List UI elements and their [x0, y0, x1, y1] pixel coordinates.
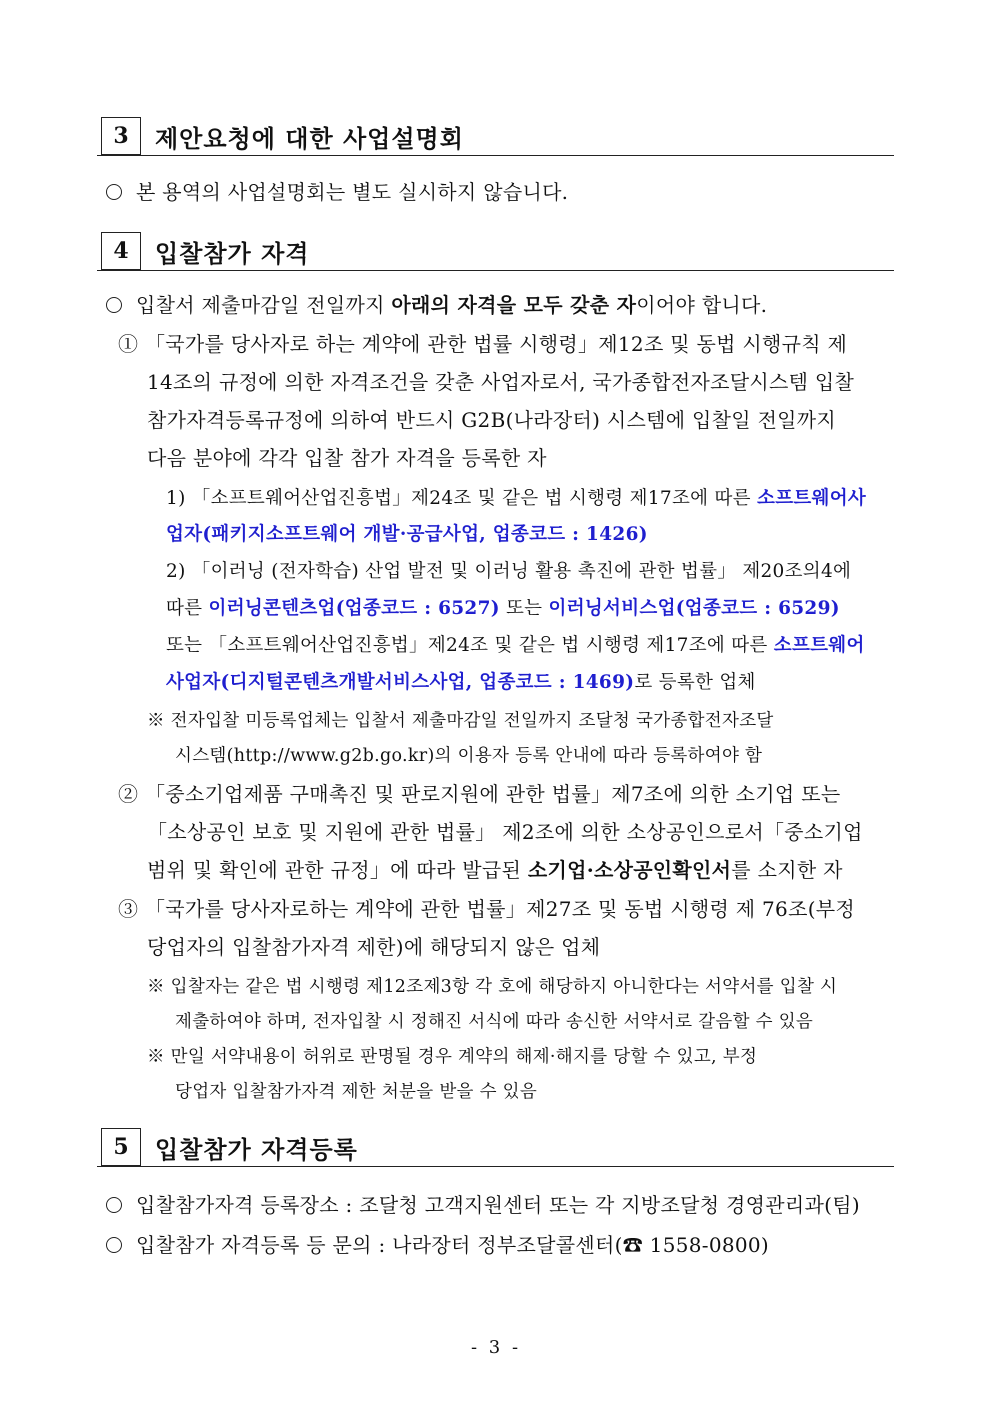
sub-item-1-line-2: 업자(패키지소프트웨어 개발·공급사업, 업종코드 : 1426) [166, 524, 648, 545]
item-2-line-3: 범위 및 확인에 관한 규정」에 따라 발급된 소기업·소상공인확인서를 소지한 자 [147, 858, 843, 882]
bullet-line: 입찰서 제출마감일 전일까지 아래의 자격을 모두 갖춘 자이어야 합니다. [106, 289, 767, 318]
circle-bullet-icon [106, 297, 122, 313]
section-4-header [97, 232, 894, 271]
note-3-line-1: ※ 만일 서약내용이 허위로 판명될 경우 계약의 해제·해지를 당할 수 있고, 부정 [147, 1047, 758, 1067]
page-number: - 3 - [470, 1337, 522, 1358]
item-3-line-2: 당업자의 입찰참가자격 제한)에 해당되지 않은 업체 [147, 935, 601, 959]
item-2-line-1: ② 「중소기업제품 구매촉진 및 판로지원에 관한 법률」제7조에 의한 소기업 또는 [118, 782, 841, 806]
item-1-line-4: 다음 분야에 각각 입찰 참가 자격을 등록한 자 [147, 446, 547, 470]
section-3-header [97, 117, 894, 156]
section-title: 입찰참가 자격 [155, 239, 310, 268]
section-number: 3 [101, 117, 141, 155]
item-2-line-2: 「소상공인 보호 및 지원에 관한 법률」 제2조에 의한 소상공인으로서「중소기업 [147, 820, 863, 844]
sub-item-2-line-2: 따른 이러닝콘텐츠업(업종코드 : 6527) 또는 이러닝서비스업(업종코드 : 6529) [166, 598, 840, 619]
sub-item-2-line-4: 사업자(디지털콘텐츠개발서비스사업, 업종코드 : 1469)로 등록한 업체 [166, 672, 756, 693]
sub-item-2-line-1: 2) 「이러닝 (전자학습) 산업 발전 및 이러닝 활용 촉진에 관한 법률」 제20조의4에 [166, 561, 852, 582]
section-title: 입찰참가 자격등록 [155, 1135, 358, 1164]
bullet-line: 입찰참가자격 등록장소 : 조달청 고객지원센터 또는 각 지방조달청 경영관리과(팀) [106, 1189, 860, 1218]
item-1-line-1: ① 「국가를 당사자로 하는 계약에 관한 법률 시행령」제12조 및 동법 시행규칙 제 [118, 332, 848, 356]
bullet-line: 본 용역의 사업설명회는 별도 실시하지 않습니다. [106, 176, 568, 205]
circle-bullet-icon [106, 184, 122, 200]
section-title: 제안요청에 대한 사업설명회 [155, 124, 464, 153]
item-1-line-2: 14조의 규정에 의한 자격조건을 갖춘 사업자로서, 국가종합전자조달시스템 입찰 [147, 370, 855, 394]
circle-bullet-icon [106, 1197, 122, 1213]
circle-bullet-icon [106, 1237, 122, 1253]
note-3-line-2: 당업자 입찰참가자격 제한 처분을 받을 수 있음 [175, 1082, 538, 1102]
note-1-line-2: 시스템(http://www.g2b.go.kr)의 이용자 등록 안내에 따라 등록하여야 함 [175, 746, 763, 766]
item-3-line-1: ③ 「국가를 당사자로하는 계약에 관한 법률」제27조 및 동법 시행령 제 76조(부정 [118, 897, 856, 921]
note-1-line-1: ※ 전자입찰 미등록업체는 입찰서 제출마감일 전일까지 조달청 국가종합전자조달 [147, 711, 774, 731]
bullet-line: 입찰참가 자격등록 등 문의 : 나라장터 정부조달콜센터(☎ 1558-0800) [106, 1229, 769, 1258]
sub-item-2-line-3: 또는 「소프트웨어산업진흥법」제24조 및 같은 법 시행령 제17조에 따른 소프트웨어 [166, 635, 865, 656]
sub-item-1-line-1: 1) 「소프트웨어산업진흥법」제24조 및 같은 법 시행령 제17조에 따른 소프트웨어사 [166, 488, 867, 509]
note-2-line-2: 제출하여야 하며, 전자입찰 시 정해진 서식에 따라 송신한 서약서로 갈음할 수 있음 [175, 1012, 814, 1032]
note-2-line-1: ※ 입찰자는 같은 법 시행령 제12조제3항 각 호에 해당하지 아니한다는 서약서를 입찰 시 [147, 977, 838, 997]
item-1-line-3: 참가자격등록규정에 의하여 반드시 G2B(나라장터) 시스템에 입찰일 전일까지 [147, 408, 837, 432]
section-5-header [97, 1128, 894, 1167]
section-number: 4 [101, 232, 141, 270]
section-number: 5 [101, 1128, 141, 1166]
